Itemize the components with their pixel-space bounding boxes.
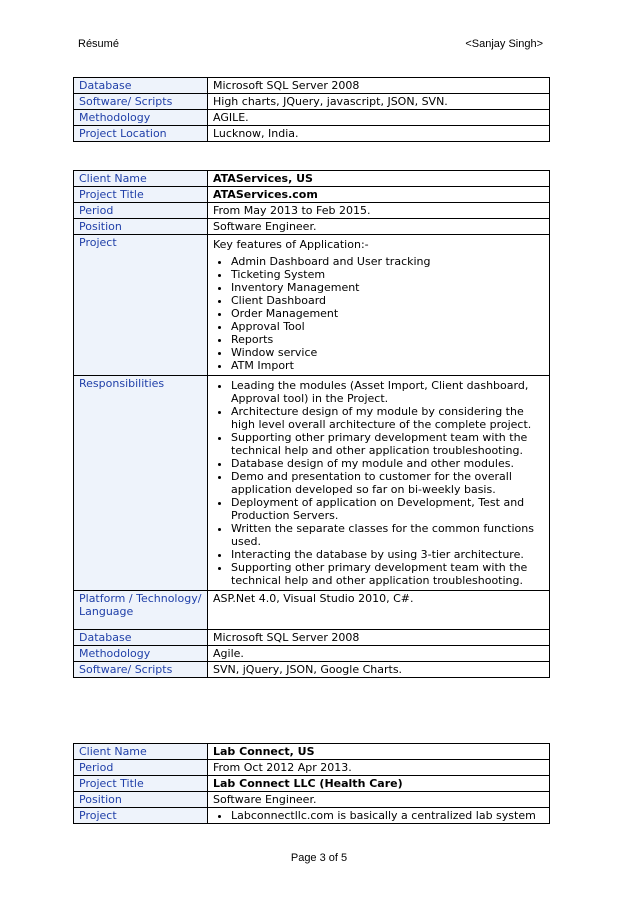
responsibilities-value [208,376,550,591]
project-label: Project [74,235,208,376]
table-row [74,591,550,630]
tech-table-previous [73,77,550,142]
period-value: From Oct 2012 Apr 2013. [208,760,550,776]
client-name-value: Lab Connect, US [208,744,550,760]
methodology-label: Methodology [74,646,208,662]
table-row [74,760,550,776]
header-right: <Sanjay Singh> [465,38,543,50]
list-item: • Inventory Management [231,281,544,294]
position-label: Position [74,219,208,235]
database-value: Microsoft SQL Server 2008 [208,630,550,646]
period-label: Period [74,760,208,776]
position-value: Software Engineer. [208,792,550,808]
platform-label: Platform / Technology/ Language [74,591,208,630]
software-label: Software/ Scripts [74,662,208,678]
database-label: Database [74,630,208,646]
row-value: High charts, JQuery, javascript, JSON, SVN. [208,94,550,110]
list-item: • ATM Import [231,359,544,372]
table-row [74,376,550,591]
project-title-value: ATAServices.com [208,187,550,203]
table-row [74,110,550,126]
row-label: Project Location [74,126,208,142]
project-list [213,809,544,822]
methodology-value: Agile. [208,646,550,662]
client-name-label: Client Name [74,744,208,760]
project-table-ataservices [73,170,550,678]
list-item: • Demo and presentation to customer for the overall application developed so far on bi-weekly basis. [231,470,544,496]
row-label: Software/ Scripts [74,94,208,110]
list-item: • Client Dashboard [231,294,544,307]
table-row [74,235,550,376]
project-label: Project [74,808,208,824]
period-value: From May 2013 to Feb 2015. [208,203,550,219]
table-row [74,78,550,94]
responsibilities-label: Responsibilities [74,376,208,591]
project-table-labconnect [73,743,550,824]
list-item: • Approval Tool [231,320,544,333]
row-label: Database [74,78,208,94]
project-value [208,808,550,824]
list-item: • Admin Dashboard and User tracking [231,255,544,268]
list-item: • Labconnectllc.com is basically a centralized lab system [231,809,544,822]
list-item: • Database design of my module and other modules. [231,457,544,470]
list-item: • Order Management [231,307,544,320]
list-item: • Deployment of application on Development, Test and Production Servers. [231,496,544,522]
project-title-value: Lab Connect LLC (Health Care) [208,776,550,792]
project-title-label: Project Title [74,187,208,203]
client-name-label: Client Name [74,171,208,187]
list-item: • Architecture design of my module by considering the high level overall architecture of the complete project. [231,405,544,431]
client-name-value: ATAServices, US [208,171,550,187]
software-value: SVN, jQuery, JSON, Google Charts. [208,662,550,678]
platform-value: ASP.Net 4.0, Visual Studio 2010, C#. [208,591,550,630]
table-row [74,126,550,142]
position-label: Position [74,792,208,808]
list-item: • Leading the modules (Asset Import, Client dashboard, Approval tool) in the Project. [231,379,544,405]
table-row [74,662,550,678]
table-row [74,171,550,187]
features-list [213,255,544,372]
project-title-label: Project Title [74,776,208,792]
position-value: Software Engineer. [208,219,550,235]
list-item: • Written the separate classes for the common functions used. [231,522,544,548]
table-row [74,203,550,219]
list-item: • Ticketing System [231,268,544,281]
list-item: • Reports [231,333,544,346]
row-value: Microsoft SQL Server 2008 [208,78,550,94]
table-row [74,219,550,235]
row-label: Methodology [74,110,208,126]
project-value [208,235,550,376]
table-row [74,808,550,824]
table-row [74,94,550,110]
table-row [74,646,550,662]
table-row [74,744,550,760]
header-left: Résumé [78,38,119,50]
list-item: • Window service [231,346,544,359]
list-item: • Interacting the database by using 3-tier architecture. [231,548,544,561]
row-value: AGILE. [208,110,550,126]
table-row [74,792,550,808]
row-value: Lucknow, India. [208,126,550,142]
period-label: Period [74,203,208,219]
table-row [74,630,550,646]
list-item: • Supporting other primary development team with the technical help and other application troubleshooting. [231,561,544,587]
project-intro: Key features of Application:- [213,238,369,251]
list-item: • Supporting other primary development team with the technical help and other application troubleshooting. [231,431,544,457]
responsibilities-list [213,379,544,587]
table-row [74,187,550,203]
table-row [74,776,550,792]
page-number: Page 3 of 5 [290,852,348,864]
